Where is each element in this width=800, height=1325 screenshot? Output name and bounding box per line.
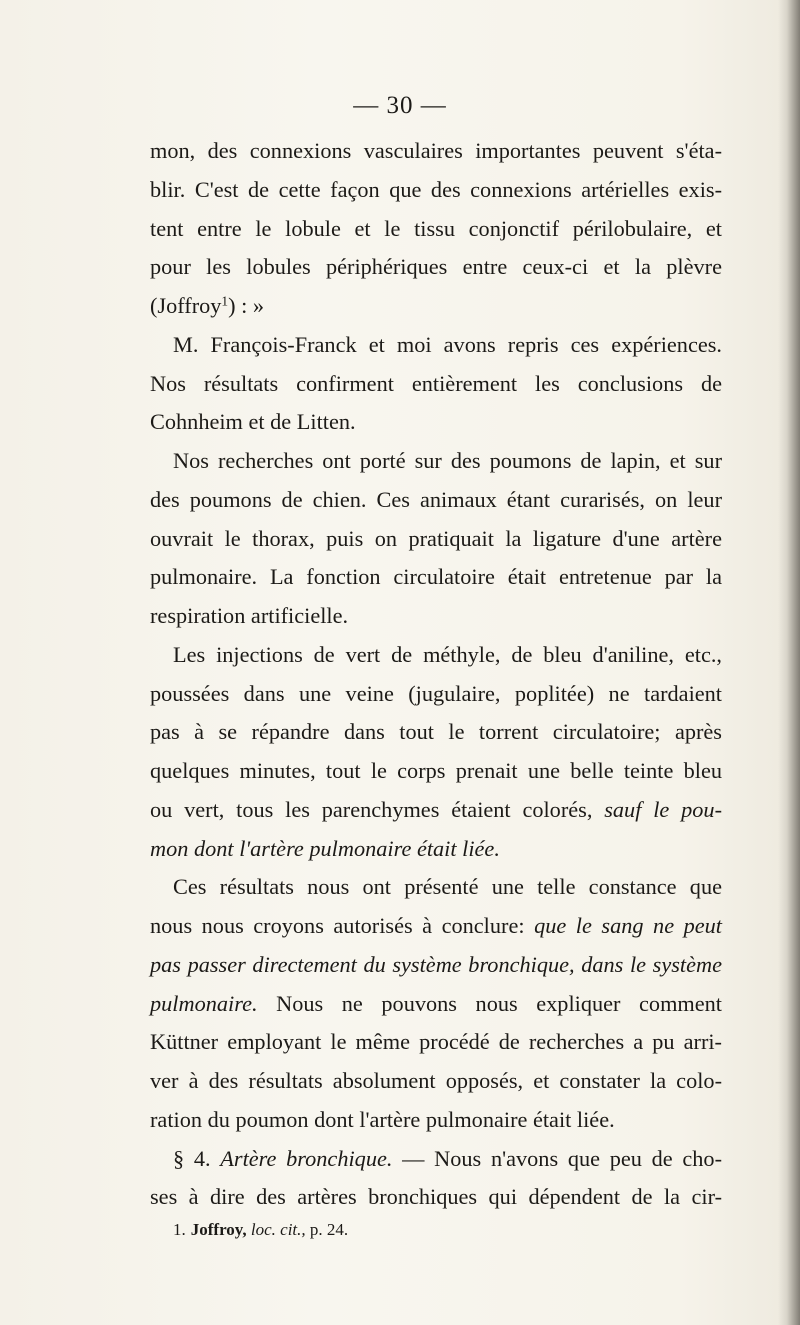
text-segment: Nous ne pouvons nous expliquer comment [257, 990, 722, 1016]
text-line [150, 1178, 722, 1217]
text-segment: ses à dire des artères bronchiques qui dépendent de la cir- [150, 1184, 722, 1210]
text-segment: respiration artificielle. [150, 603, 349, 628]
text-segment: § 4. [173, 1145, 221, 1171]
text-segment: des poumons de chien. Ces animaux étant curarisés, on leur [150, 486, 722, 512]
text-line [150, 171, 722, 210]
text-line [150, 403, 722, 442]
text-line [150, 442, 722, 481]
text-segment: ) : » [228, 293, 265, 318]
body-text [150, 132, 722, 1217]
text-line [150, 1062, 722, 1101]
text-line [150, 1023, 722, 1062]
footnote-page: p. 24. [309, 1220, 349, 1239]
text-segment: mon dont l'artère pulmonaire était liée. [150, 835, 500, 861]
text-line [150, 636, 722, 675]
text-line [150, 868, 722, 907]
text-line [150, 597, 722, 636]
text-line [150, 907, 722, 946]
text-segment: pour les lobules périphériques entre ceux-ci et la plèvre [150, 254, 722, 280]
text-line [150, 752, 722, 791]
text-segment: Nos résultats confirment entièrement les conclusions de [150, 370, 722, 396]
footnote-number: 1. [173, 1220, 186, 1239]
text-line [150, 713, 722, 752]
text-segment: Ces résultats nous ont présenté une telle constance que [173, 874, 722, 900]
text-segment: pas à se répandre dans tout le torrent circulatoire; après [150, 719, 722, 745]
text-line [150, 830, 722, 869]
page-number: — 30 — [353, 92, 447, 119]
text-line [150, 985, 722, 1024]
text-line [150, 1101, 722, 1140]
page-edge-shadow [778, 0, 800, 1325]
text-segment: blir. C'est de cette façon que des connexions artérielles exis- [150, 176, 722, 202]
text-segment: que le sang ne peut [534, 913, 723, 938]
text-segment: Nos recherches ont porté sur des poumons de lapin, et sur [173, 448, 722, 473]
text-segment: ver à des résultats absolument opposés, et constater la colo- [150, 1068, 722, 1093]
text-segment: pulmonaire. [150, 990, 258, 1016]
text-segment: Küttner employant le même procédé de recherches a pu arri- [150, 1029, 722, 1055]
footnote-ref: loc. cit., [250, 1220, 306, 1239]
text-segment: ouvrait le thorax, puis on pratiquait la ligature d'une artère [150, 525, 722, 551]
text-segment: Artère bronchique. [220, 1145, 393, 1171]
text-segment: nous nous croyons autorisés à conclure: [150, 913, 535, 938]
text-segment: mon, des connexions vasculaires importantes peuvent s'éta- [150, 138, 722, 163]
text-line [150, 210, 722, 249]
text-segment: tent entre le lobule et le tissu conjonctif périlobulaire, et [150, 215, 722, 241]
text-line [150, 287, 722, 326]
text-segment: pas passer directement du système bronchique, dans le système [150, 951, 722, 977]
text-line [150, 558, 722, 597]
footnote-author: Joffroy, [190, 1220, 247, 1239]
text-line [150, 791, 722, 830]
footnote [173, 1219, 348, 1241]
text-segment: Cohnheim et de Litten. [150, 409, 356, 435]
text-line [150, 946, 722, 985]
text-line [150, 365, 722, 404]
text-line [150, 481, 722, 520]
text-segment: ration du poumon dont l'artère pulmonaire était liée. [150, 1106, 615, 1132]
text-segment: M. François-Franck et moi avons repris ces expériences. [173, 331, 722, 357]
footnote-marker: 1 [221, 293, 229, 309]
text-line [150, 248, 722, 287]
text-segment: Les injections de vert de méthyle, de bleu d'aniline, etc., [173, 641, 722, 667]
text-line [150, 520, 722, 559]
text-segment: sauf le pou- [604, 796, 723, 822]
text-segment: pulmonaire. La fonction circulatoire était entretenue par la [150, 564, 722, 590]
text-segment: poussées dans une veine (jugulaire, poplitée) ne tardaient [150, 680, 722, 706]
text-segment: ou vert, tous les parenchymes étaient colorés, [150, 796, 605, 822]
text-segment: — Nous n'avons que peu de cho- [392, 1145, 722, 1171]
text-segment: quelques minutes, tout le corps prenait une belle teinte bleu [150, 758, 722, 783]
text-line [150, 326, 722, 365]
text-line [150, 1140, 722, 1179]
text-line [150, 132, 722, 171]
text-segment: (Joffroy [150, 293, 222, 318]
text-line [150, 675, 722, 714]
